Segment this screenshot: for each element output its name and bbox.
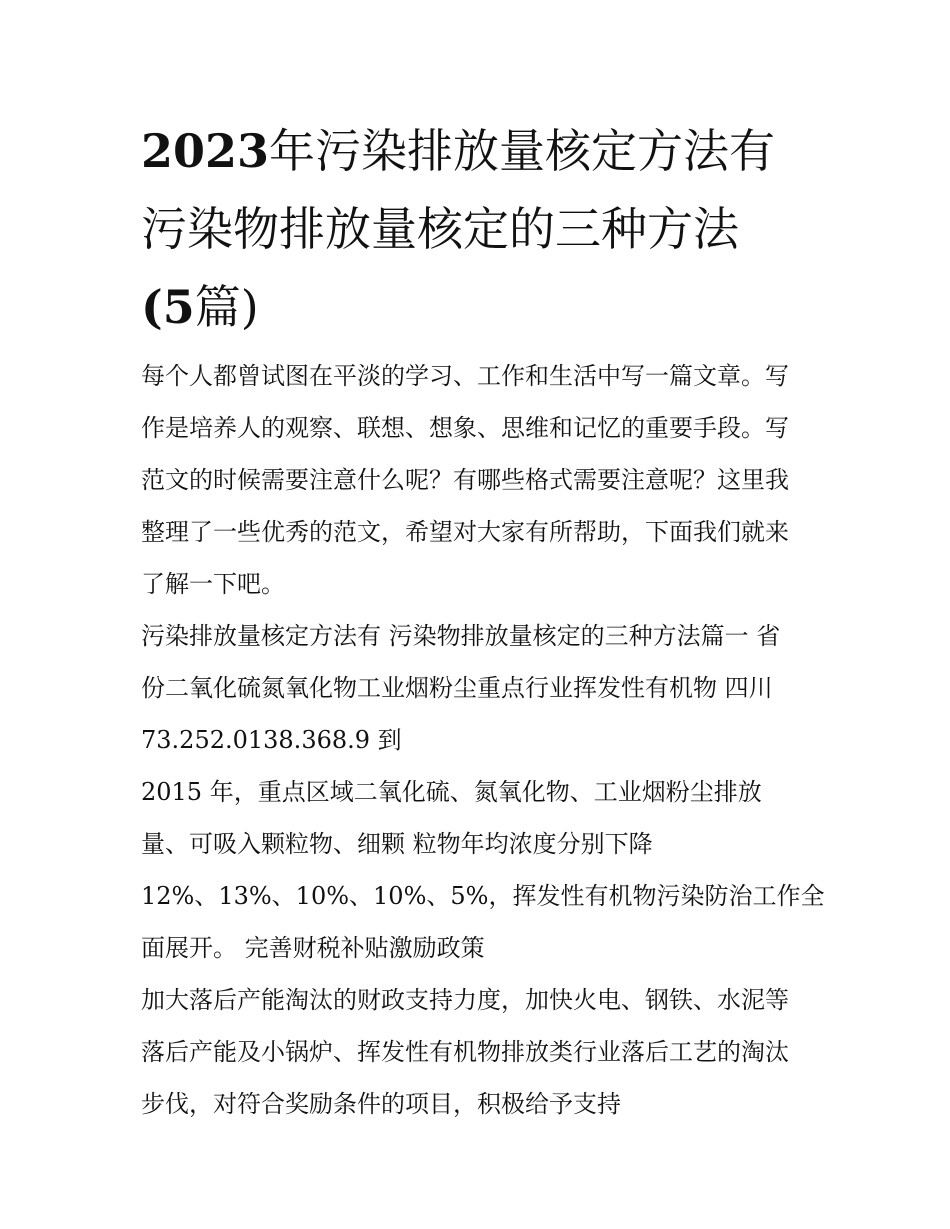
body-line: 作是培养人的观察、联想、想象、思维和记忆的重要手段。写	[141, 414, 789, 442]
title-text: 年污染排放量核定方法有	[269, 124, 776, 178]
title-text: 篇)	[194, 280, 259, 334]
body-line: 2015 年，重点区域二氧化硫、氮氧化物、工业烟粉尘排放	[141, 778, 762, 806]
title-year: 2023	[141, 124, 270, 178]
title-line	[141, 112, 821, 190]
body-line: 面展开。 完善财税补贴激励政策	[141, 934, 485, 962]
body-line: 了解一下吧。	[141, 570, 285, 598]
title-line	[141, 268, 821, 346]
body-line: 每个人都曾试图在平淡的学习、工作和生活中写一篇文章。写	[141, 362, 789, 390]
document-body	[141, 350, 825, 1130]
body-line: 步伐，对符合奖励条件的项目，积极给予支持	[141, 1090, 621, 1118]
title-text: 污染物排放量核定的三种方法	[141, 202, 739, 256]
body-line: 整理了一些优秀的范文，希望对大家有所帮助，下面我们就来	[141, 518, 789, 546]
body-line: 污染排放量核定方法有 污染物排放量核定的三种方法篇一 省	[141, 622, 781, 650]
title-count: (5	[141, 280, 195, 334]
document-page	[141, 112, 825, 1130]
body-line: 73.252.0138.368.9 到	[141, 726, 402, 754]
body-line: 范文的时候需要注意什么呢？有哪些格式需要注意呢？这里我	[141, 466, 789, 494]
body-line: 落后产能及小锅炉、挥发性有机物排放类行业落后工艺的淘汰	[141, 1038, 789, 1066]
body-line: 量、可吸入颗粒物、细颗 粒物年均浓度分别下降	[141, 830, 653, 858]
body-line: 12%、13%、10%、10%、5%，挥发性有机物污染防治工作全	[141, 882, 825, 910]
document-title	[141, 112, 821, 346]
body-line: 份二氧化硫氮氧化物工业烟粉尘重点行业挥发性有机物 四川	[141, 674, 773, 702]
body-line: 加大落后产能淘汰的财政支持力度，加快火电、钢铁、水泥等	[141, 986, 789, 1014]
title-line	[141, 190, 821, 268]
